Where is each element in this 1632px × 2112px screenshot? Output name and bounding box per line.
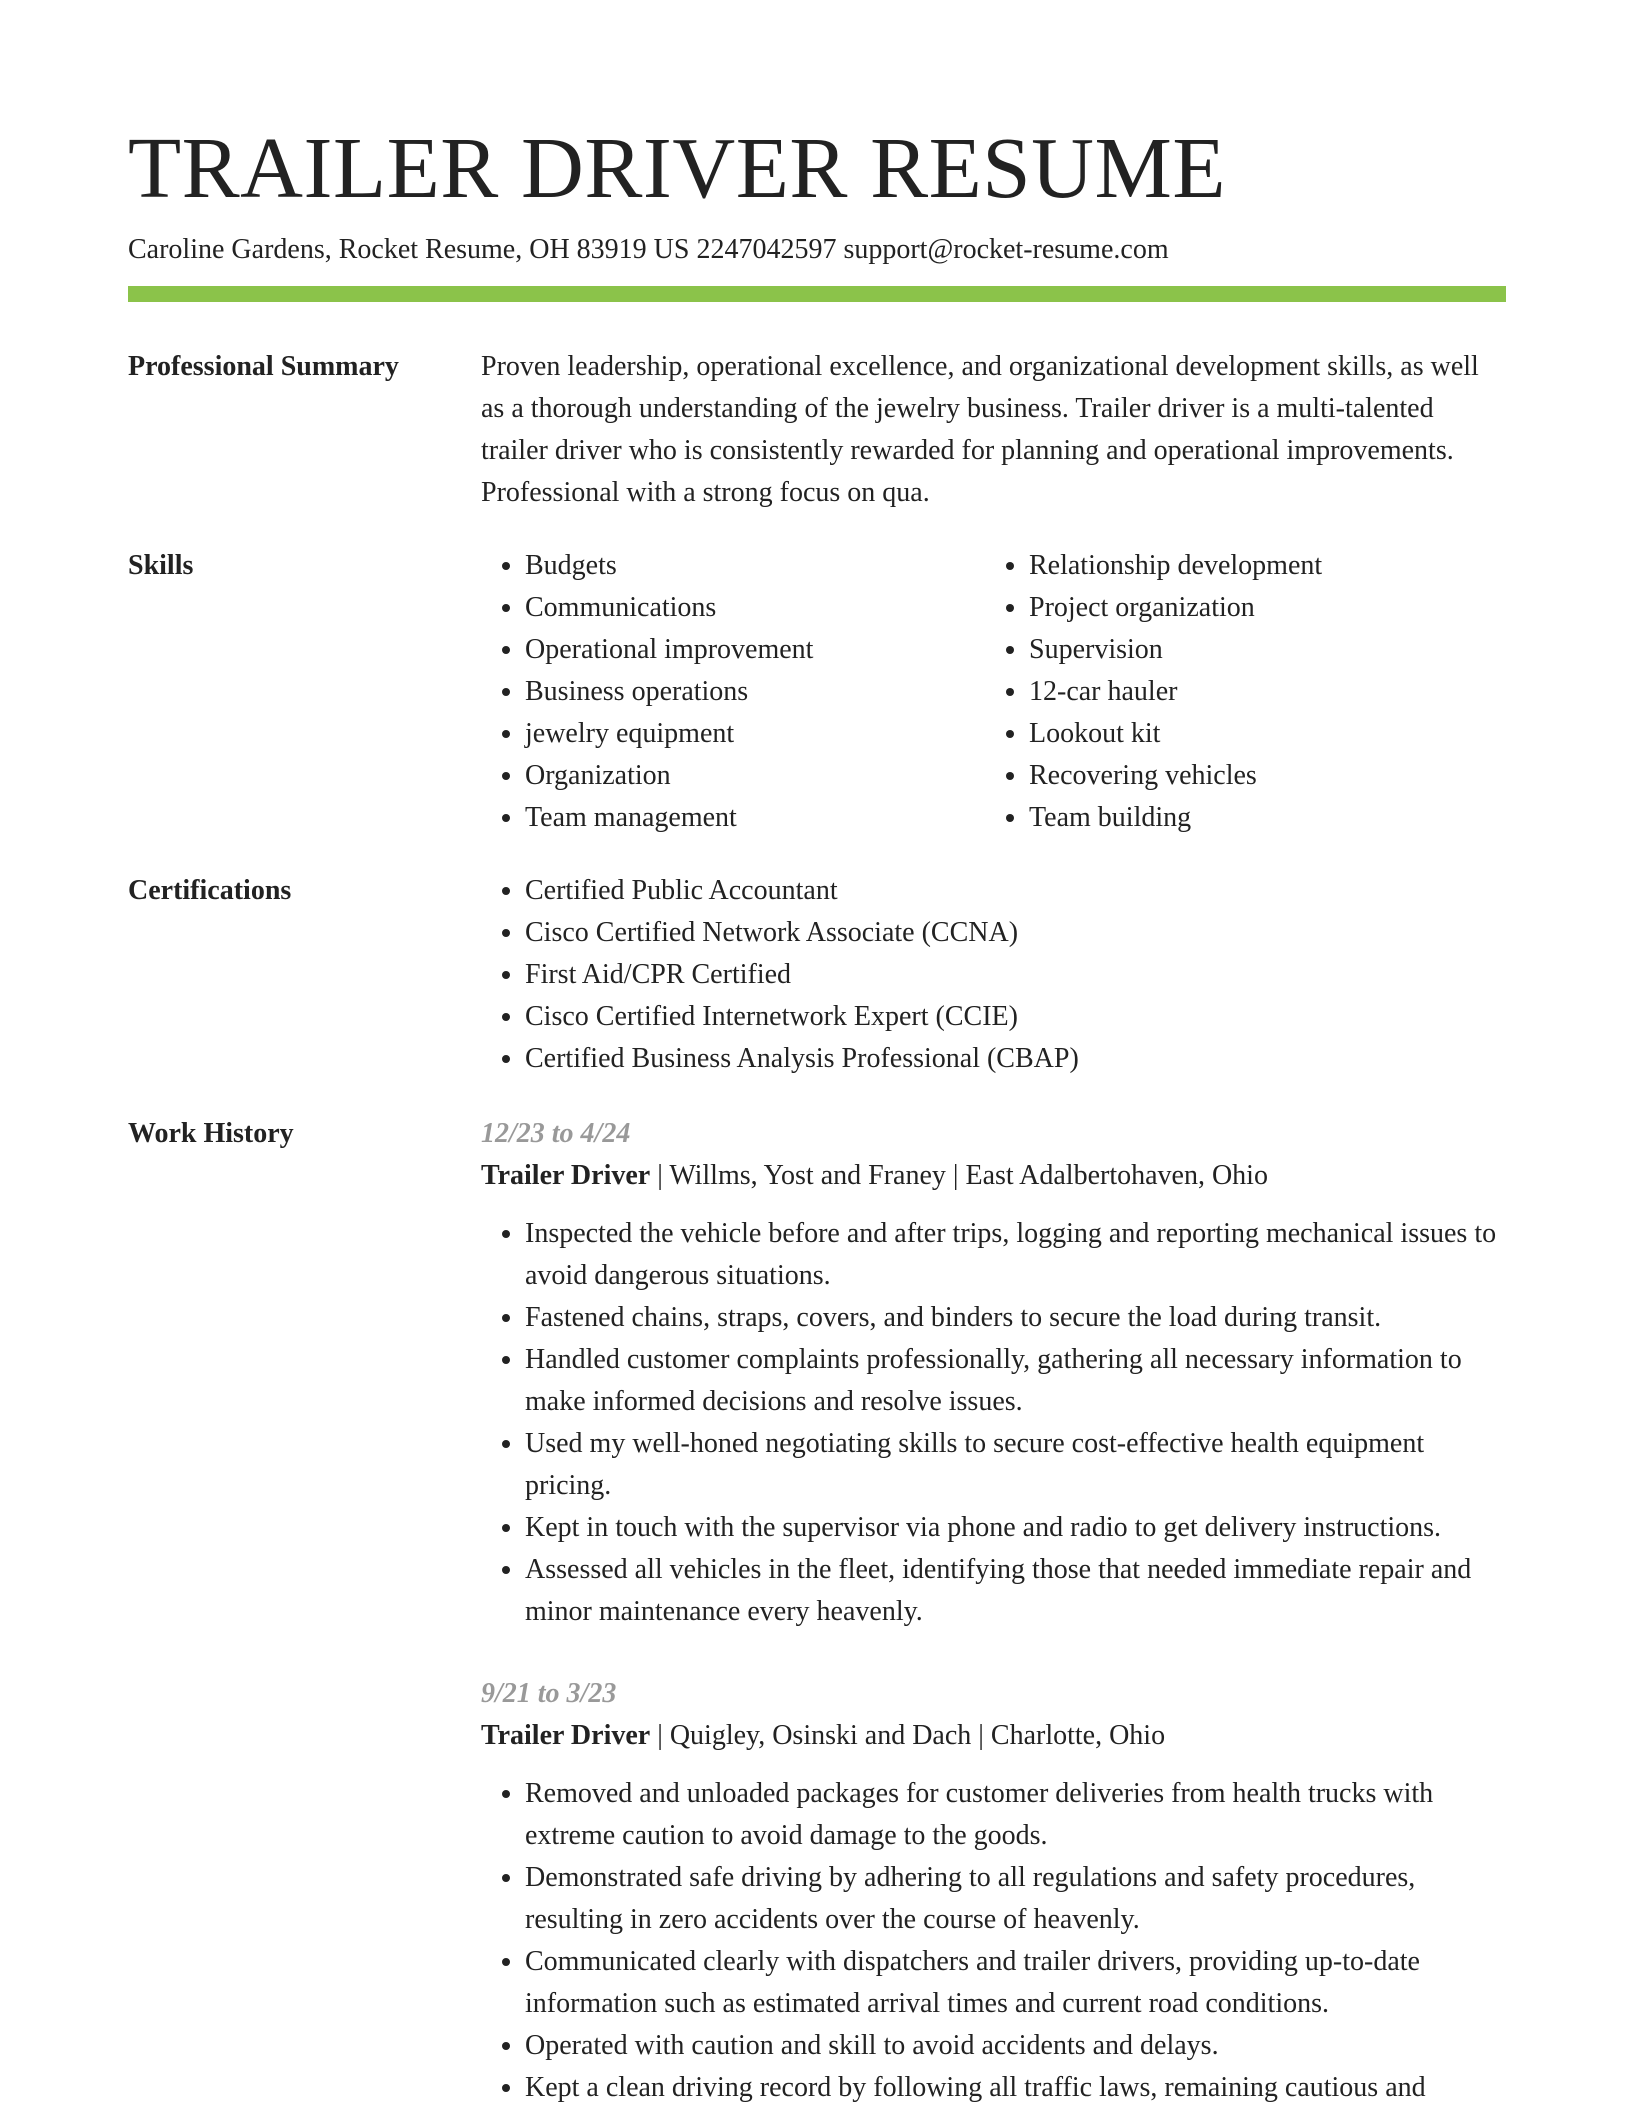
work-history-body xyxy=(481,1113,1506,2109)
certifications-heading: Certifications xyxy=(128,875,292,906)
certification-item: • First Aid/CPR Certified xyxy=(525,954,1506,996)
certification-item: • Cisco Certified Internetwork Expert (CCIE) xyxy=(525,996,1506,1038)
job-header xyxy=(481,1155,1506,1197)
job-dates: 12/23 to 4/24 xyxy=(481,1118,631,1149)
skill-item: • Project organization xyxy=(1029,587,1549,629)
job-duties-list xyxy=(481,1773,1506,2109)
skill-item: • Lookout kit xyxy=(1029,713,1549,755)
job-entry xyxy=(481,1113,1506,1633)
skill-item: • Relationship development xyxy=(1029,545,1549,587)
skill-item: • Supervision xyxy=(1029,629,1549,671)
contact-line: Caroline Gardens, Rocket Resume, OH 83919 US 2247042597 support@rocket-resume.com xyxy=(128,234,1169,265)
job-dates: 9/21 to 3/23 xyxy=(481,1678,617,1709)
job-duty: • Assessed all vehicles in the fleet, identifying those that needed immediate repair and minor maintenance every heavenly. xyxy=(525,1549,1506,1633)
skill-item: • 12-car hauler xyxy=(1029,671,1549,713)
skill-item: • Recovering vehicles xyxy=(1029,755,1549,797)
job-entry xyxy=(481,1673,1506,2109)
job-details: | Willms, Yost and Franey | East Adalbertohaven, Ohio xyxy=(650,1160,1268,1191)
job-duty: • Kept in touch with the supervisor via phone and radio to get delivery instructions. xyxy=(525,1507,1506,1549)
job-duty: • Handled customer complaints professionally, gathering all necessary information to make informed decisions and resolve issues. xyxy=(525,1339,1506,1423)
job-duty: • Communicated clearly with dispatchers and trailer drivers, providing up-to-date information such as estimated arrival times and current road conditions. xyxy=(525,1941,1506,2025)
skills-columns xyxy=(481,545,1506,839)
skill-item: • jewelry equipment xyxy=(525,713,985,755)
summary-heading: Professional Summary xyxy=(128,351,399,382)
work-history-heading: Work History xyxy=(128,1118,294,1149)
job-header xyxy=(481,1715,1506,1757)
certifications-list xyxy=(481,870,1506,1080)
skill-item: • Communications xyxy=(525,587,985,629)
job-duty: • Demonstrated safe driving by adhering to all regulations and safety procedures, resulting in zero accidents over the course of heavenly. xyxy=(525,1857,1506,1941)
job-duty: • Inspected the vehicle before and after trips, logging and reporting mechanical issues to avoid dangerous situations. xyxy=(525,1213,1506,1297)
job-duty: • Kept a clean driving record by following all traffic laws, remaining cautious and xyxy=(525,2067,1506,2109)
header-divider xyxy=(128,286,1506,302)
skill-item: • Team management xyxy=(525,797,985,839)
certification-item: • Certified Business Analysis Professional (CBAP) xyxy=(525,1038,1506,1080)
skill-item: • Team building xyxy=(1029,797,1549,839)
skill-item: • Organization xyxy=(525,755,985,797)
job-duties-list xyxy=(481,1213,1506,1633)
skills-list-left xyxy=(481,545,985,839)
certification-item: • Cisco Certified Network Associate (CCNA) xyxy=(525,912,1506,954)
skills-list-right xyxy=(985,545,1549,839)
job-duty: • Operated with caution and skill to avoid accidents and delays. xyxy=(525,2025,1506,2067)
skill-item: • Business operations xyxy=(525,671,985,713)
job-duty: • Fastened chains, straps, covers, and binders to secure the load during transit. xyxy=(525,1297,1506,1339)
certifications-body xyxy=(481,870,1506,1080)
job-title: Trailer Driver xyxy=(481,1160,651,1191)
job-duty: • Removed and unloaded packages for customer deliveries from health trucks with extreme caution to avoid damage to the goods. xyxy=(525,1773,1506,1857)
summary-text: Proven leadership, operational excellence, and organizational development skills, as well as a thorough understanding of the jewelry business. Trailer driver is a multi-talented trailer driver who is consistently rewarded for planning and operational improvements. Professional with a strong focus on qua. xyxy=(481,351,1479,508)
summary-body xyxy=(481,346,1506,514)
resume-title: TRAILER DRIVER RESUME xyxy=(128,119,1226,216)
job-title: Trailer Driver xyxy=(481,1720,651,1751)
skill-item: • Operational improvement xyxy=(525,629,985,671)
skills-heading: Skills xyxy=(128,550,194,581)
skill-item: • Budgets xyxy=(525,545,985,587)
certification-item: • Certified Public Accountant xyxy=(525,870,1506,912)
job-details: | Quigley, Osinski and Dach | Charlotte, Ohio xyxy=(650,1720,1166,1751)
job-duty: • Used my well-honed negotiating skills to secure cost-effective health equipment pricing. xyxy=(525,1423,1506,1507)
